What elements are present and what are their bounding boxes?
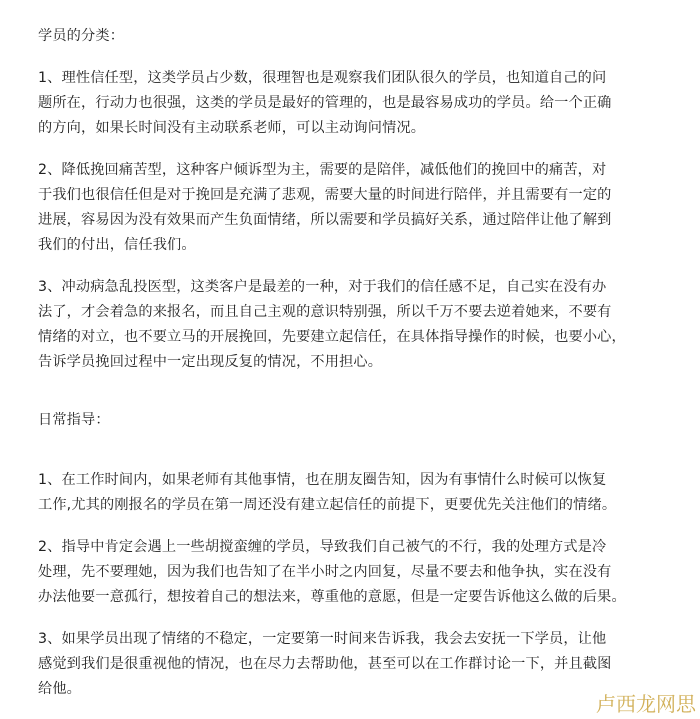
paragraph-line: 情绪的对立，也不要立马的开展挽回，先要建立起信任，在具体指导操作的时候，也要小心， (38, 329, 626, 345)
paragraph-line: 办法他要一意孤行，想按着自己的想法来，尊重他的意愿，但是一定要告诉他这么做的后果。 (38, 589, 626, 605)
paragraph-line: 进展，容易因为没有效果而产生负面情绪，所以需要和学员搞好关系，通过陪伴让他了解到 (38, 212, 612, 228)
paragraph-line: 告诉学员挽回过程中一定出现反复的情况，不用担心。 (38, 354, 383, 370)
paragraph-line: 2、降低挽回痛苦型，这种客户倾诉型为主，需要的是陪伴，减低他们的挽回中的痛苦，对 (38, 162, 607, 178)
paragraph-line: 给他。 (38, 681, 82, 697)
paragraph-line: 的方向，如果长时间没有主动联系老师，可以主动询问情况。 (38, 120, 426, 136)
paragraph-line: 2、指导中肯定会遇上一些胡搅蛮缠的学员，导致我们自己被气的不行，我的处理方式是冷 (38, 539, 607, 555)
watermark-logo: 卢西龙网思 (596, 692, 696, 716)
paragraph-line: 处理，先不要理她，因为我们也告知了在半小时之内回复，尽量不要去和他争执，实在没有 (38, 564, 612, 580)
paragraph-line: 题所在，行动力也很强，这类的学员是最好的管理的，也是最容易成功的学员。给一个正确 (38, 95, 612, 111)
paragraph-line: 于我们也很信任但是对于挽回是充满了悲观，需要大量的时间进行陪伴，并且需要有一定的 (38, 187, 612, 203)
paragraph-line: 工作,尤其的刚报名的学员在第一周还没有建立起信任的前提下，更要优先关注他们的情绪。 (38, 497, 617, 513)
paragraph-line: 1、在工作时间内，如果老师有其他事情，也在朋友圈告知，因为有事情什么时候可以恢复 (38, 472, 607, 488)
paragraph-line: 3、冲动病急乱投医型，这类客户是最差的一种，对于我们的信任感不足，自己实在没有办 (38, 279, 607, 295)
section-heading: 日常指导： (38, 412, 110, 428)
paragraph-line: 感觉到我们是很重视他的情况，也在尽力去帮助他，甚至可以在工作群讨论一下，并且截图 (38, 656, 612, 672)
paragraph-line: 我们的付出，信任我们。 (38, 237, 196, 253)
section-heading: 学员的分类： (38, 28, 125, 44)
paragraph-line: 3、如果学员出现了情绪的不稳定，一定要第一时间来告诉我，我会去安抚一下学员，让他 (38, 631, 607, 647)
paragraph-line: 1、理性信任型，这类学员占少数，很理智也是观察我们团队很久的学员，也知道自己的问 (38, 70, 607, 86)
paragraph-line: 法了，才会着急的来报名，而且自己主观的意识特别强，所以千万不要去逆着她来，不要有 (38, 304, 612, 320)
